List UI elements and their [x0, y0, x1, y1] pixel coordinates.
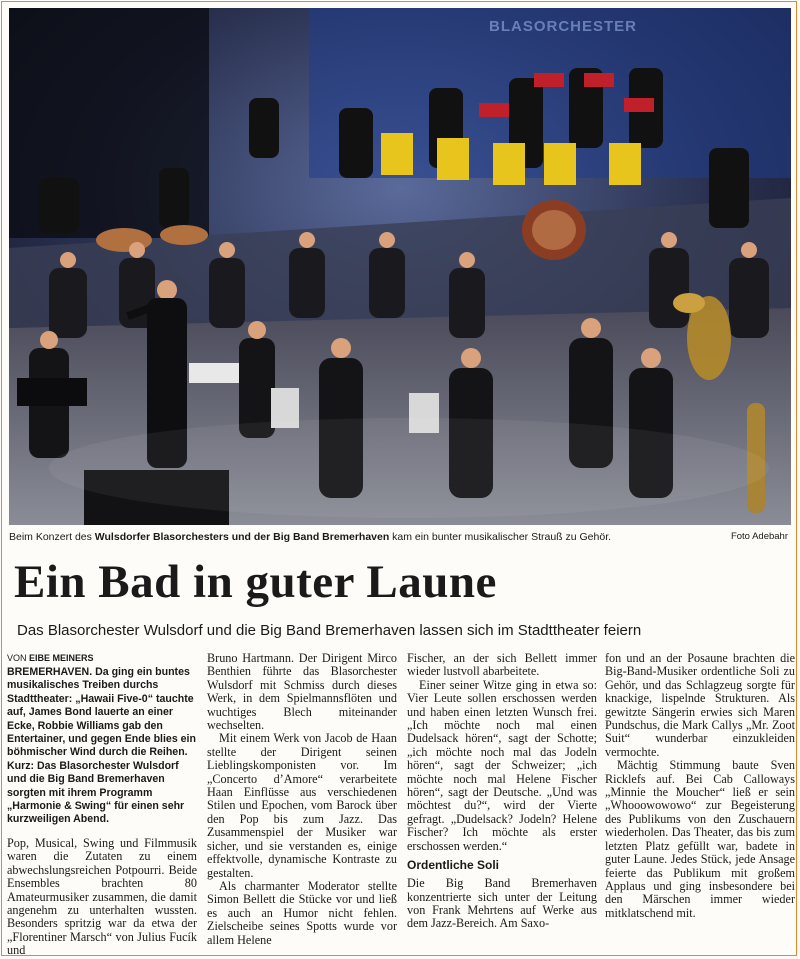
article-intro: BREMERHAVEN. Da ging ein buntes musikalisches Treiben durchs Stadttheater: „Hawaii Five-0“ tauchte auf, James Bond lauerte an einer Ecke, Robbie Williams gab den Entertainer, und gegen Ende blies ein böhmischer Wind durch die Reihen. Kurz: Das Blasorchester Wulsdorf und die Big Band Bremerhaven sorgten mit ihrem Programm „Harmonie & Swing“ für einen sehr kurzweiligen Abend.: [7, 666, 196, 826]
article-paragraph: Mit einem Werk von Jacob de Haan stellte der Dirigent seinen Lieblingskomponisten vor. Im „Concerto d’Amore“ verarbeitete Haan Einflüsse aus verschiedenen Stilen und Epochen, vom Barock über den Pop bis zum Jazz. Das Zusammenspiel der Musiker war sicher, und sie verstanden es, einige effektvolle, dynamische Kontraste zu gestalten.: [207, 731, 397, 880]
background-sign: BLASORCHESTER: [489, 18, 638, 35]
author-name: EIBE MEINERS: [29, 653, 94, 663]
section-subhead: Ordentliche Soli: [407, 858, 500, 873]
headline: Ein Bad in guter Laune: [14, 556, 497, 608]
article-paragraph: fon und an der Posaune brachten die Big-Band-Musiker ordentliche Soli zu Gehör, und das Schlagzeug sorgte für knackige, lispelnde Strukturen. Als gewitzte Sängerin erwies sich Maren Pundschus, die Mark Callys „Mr. Zoot Suit“ wunderbar einzukleiden vermochte.: [605, 651, 795, 759]
photo-caption: [9, 529, 791, 545]
article-column-3: [407, 652, 597, 931]
article-paragraph: Die Big Band Bremerhaven konzentrierte sich unter der Leitung von Frank Mehrtens auf Werke aus dem Jazz-Bereich. Am Saxo-: [407, 876, 597, 931]
article-column-1: [7, 652, 197, 958]
article-paragraph: Bruno Hartmann. Der Dirigent Mirco Benthien führte das Blasorchester Wulsdorf mit Schmiss durch dieses Werk, in dem Spielmannsflöten und wuchtiges Blech miteinander wechselten.: [207, 651, 397, 733]
article-paragraph: Als charmanter Moderator stellte Simon Bellett die Stücke vor und ließ es auch an Humor nicht fehlen. Zielscheibe seines Spotts wurde vor allem Helene: [207, 878, 397, 947]
photo-credit: Foto Adebahr: [730, 531, 788, 542]
caption-bold: Wulsdorfer Blasorchesters und der Big Band Bremerhaven: [94, 531, 390, 543]
caption-suffix: kam ein bunter musikalischer Strauß zu Gehör.: [389, 531, 612, 543]
article-paragraph: Fischer, an der sich Bellett immer wieder lustvoll abarbeitete.: [407, 651, 597, 679]
subheadline: Das Blasorchester Wulsdorf und die Big Band Bremerhaven lassen sich im Stadttheater feiern: [17, 622, 642, 639]
concert-photo-illustration: [9, 8, 791, 525]
article-column-2: [207, 652, 397, 947]
article-paragraph: Einer seiner Witze ging in etwa so: Vier Leute sollen erschossen werden und haben einen letzten Wunsch frei. „Ich möchte noch mal einen Dudelsack hören“, sagt der Schotte; „ich möchte noch mal das Jodeln hören“, sagt der Schweizer; „ich möchte noch mal Helene Fischer hören“, sagt der Deutsche. „Und was möchtest du?“, wird der Vierte gefragt. „Dudelsack? Jodeln? Helene Fischer? Ich möchte als erster erschossen werden.“: [407, 677, 597, 853]
article-column-4: [605, 652, 795, 920]
caption-prefix: Beim Konzert des: [9, 531, 95, 543]
byline: VON EIBE MEINERS: [7, 653, 94, 663]
article-paragraph: Pop, Musical, Swing und Filmmusik waren die Zutaten zu einem abwechslungsreichen Potpourri. Beide Ensembles brachten 80 Amateurmusiker zusammen, die damit angenehm zu unterhalten wussten. Besonders spritzig war da etwa der „Florentiner Marsch“ von Julius Fucík und: [7, 835, 197, 958]
concert-photo: [9, 8, 791, 525]
article-paragraph: Mächtig Stimmung baute Sven Ricklefs auf. Bei Cab Calloways „Minnie the Moucher“ ließ er sein „Whooowowowo“ zur Begeisterung des Publikums von den Zuschauern wiederholen. Das Theater, das bis zum letzten Platz gefüllt war, badete in guter Laune. Jedes Stück, jede Ansage feierte das Publikum mit großem Applaus und ging insbesondere bei den Märschen immer wieder mitklatschend mit.: [605, 758, 795, 920]
